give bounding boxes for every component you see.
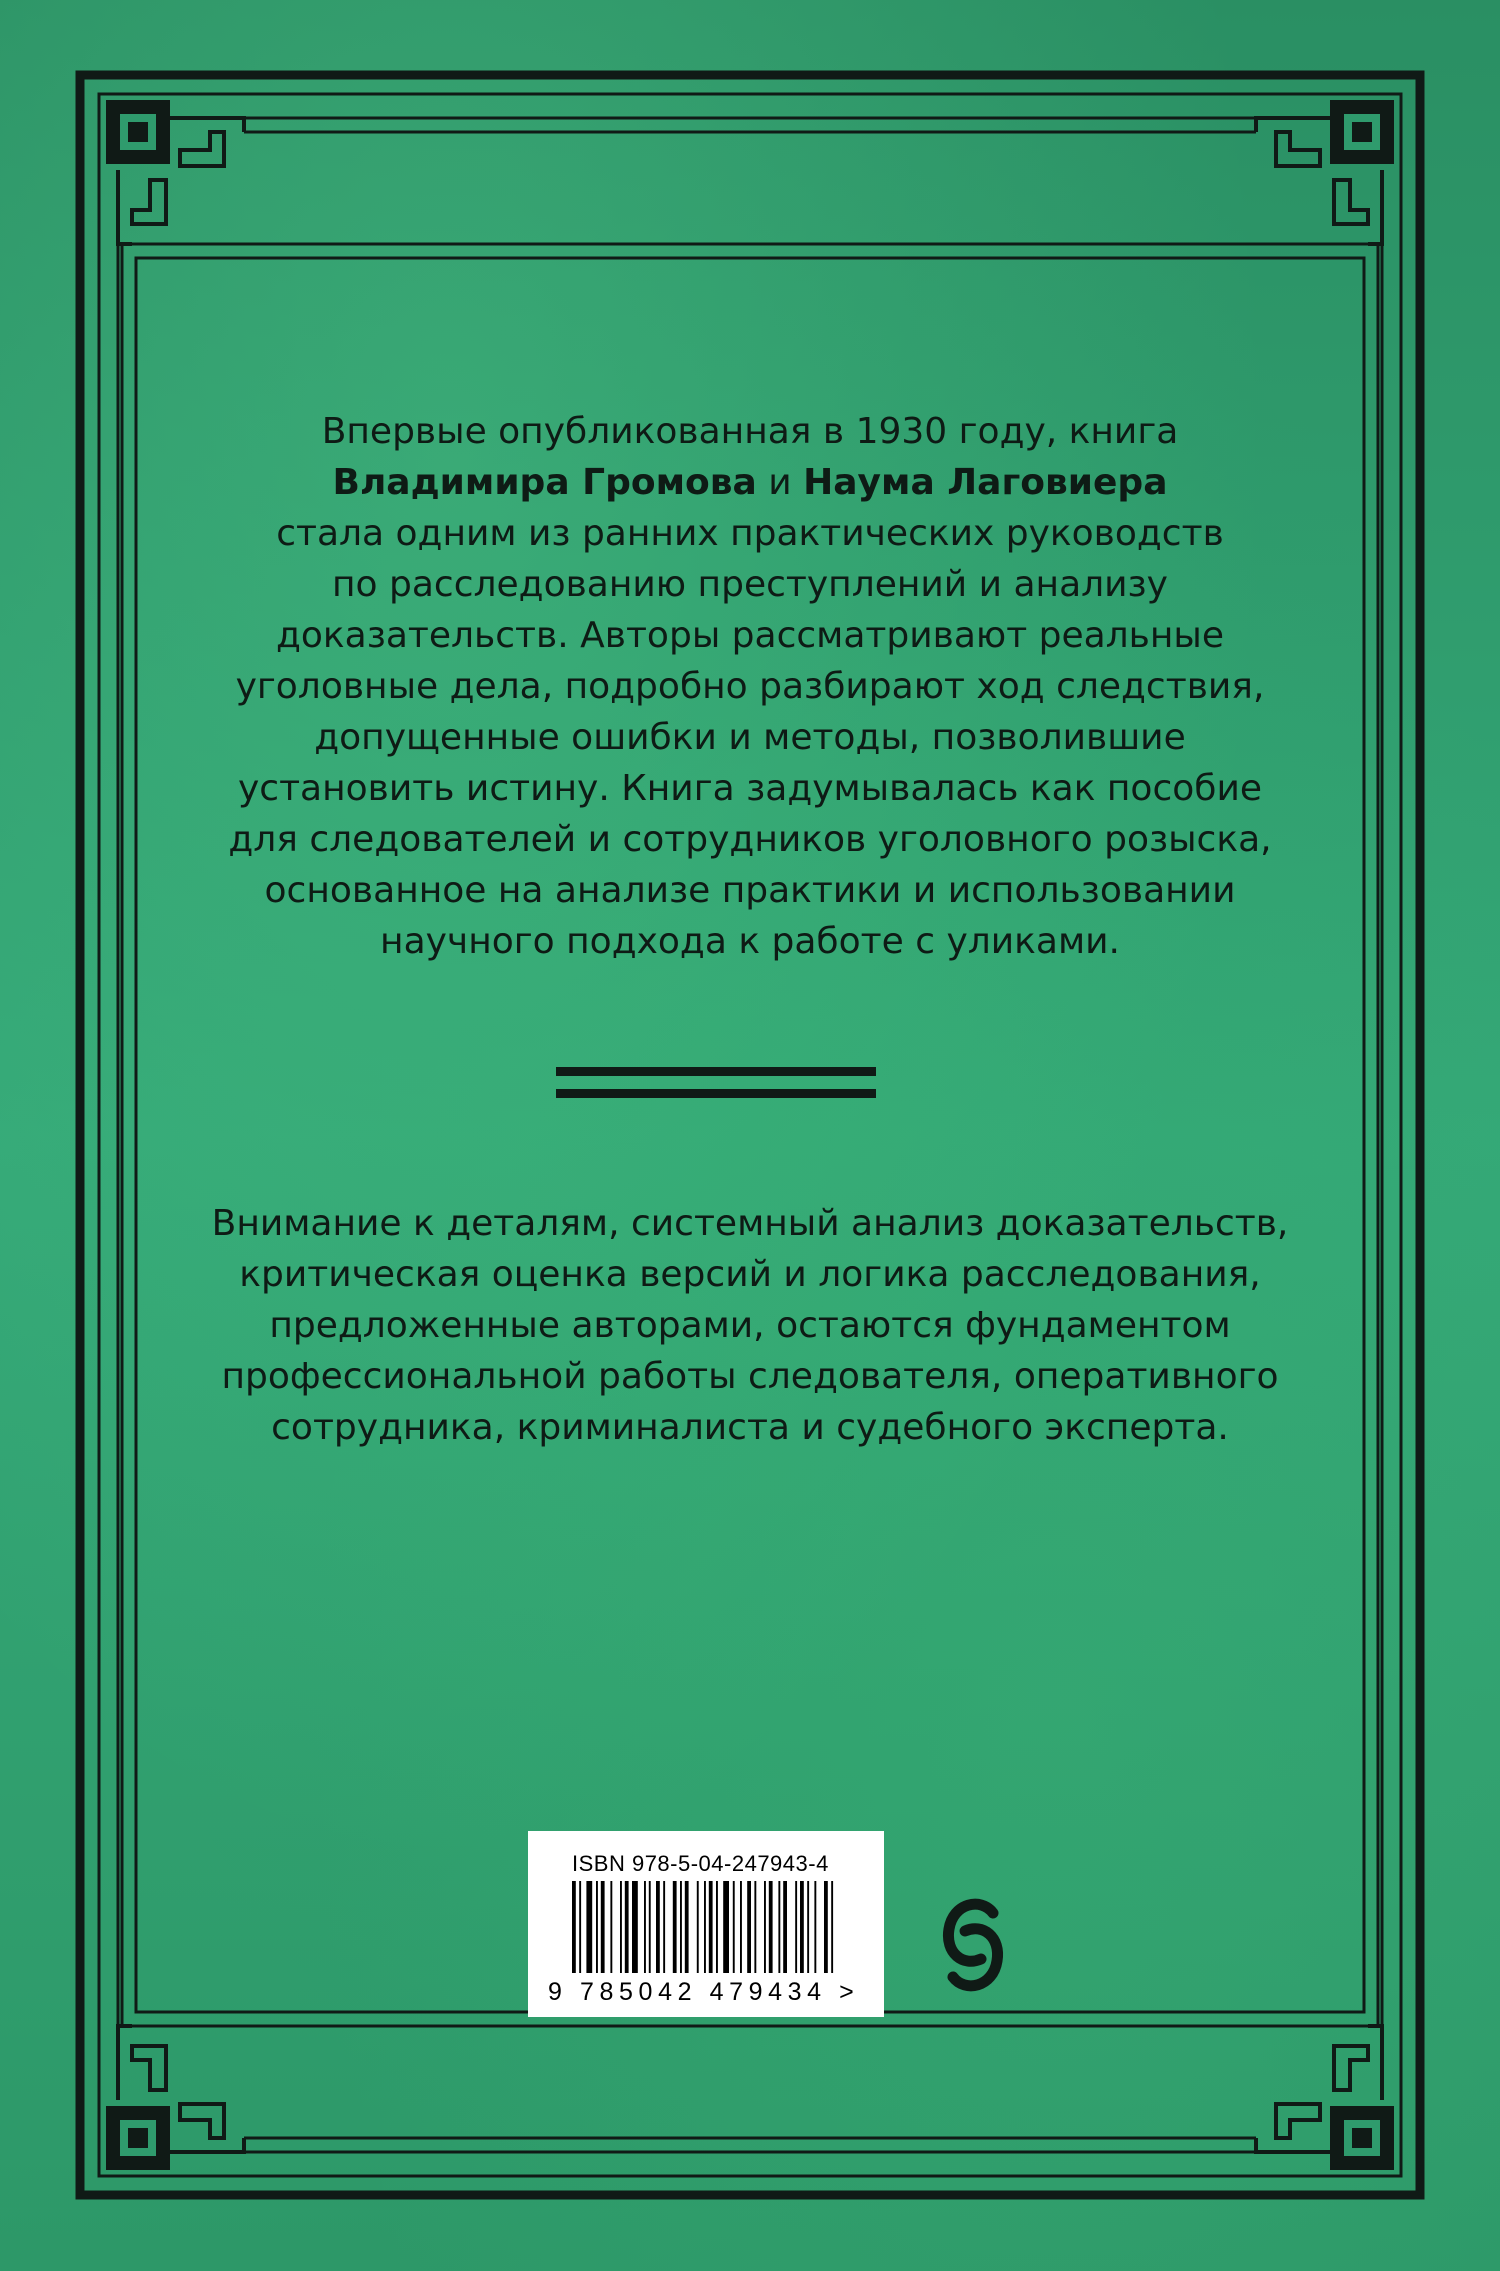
divider-line — [556, 1089, 876, 1098]
barcode-bar — [800, 1881, 804, 1973]
barcode-bar — [769, 1881, 773, 1973]
annotation-line: доказательств. Авторы рассматривают реальные — [275, 615, 1225, 656]
conjunction: и — [756, 462, 804, 503]
barcode-bar — [610, 1881, 612, 1973]
barcode-bar — [723, 1881, 729, 1973]
barcode-bar — [716, 1881, 718, 1973]
barcode-bar — [764, 1881, 766, 1973]
barcode-bar — [795, 1881, 797, 1973]
barcode-bar — [663, 1881, 665, 1973]
corner-ornament-bottom-right — [1256, 2026, 1394, 2170]
barcode-bar — [579, 1881, 581, 1973]
barcode-bar — [740, 1881, 742, 1973]
annotation-line: уголовные дела, подробно разбирают ход следствия, — [235, 666, 1265, 707]
barcode-digits: 9 785042 479434 > — [548, 1978, 860, 2006]
annotation-line: для следователей и сотрудников уголовного розыска, — [228, 819, 1272, 860]
barcode-bar — [596, 1881, 598, 1973]
annotation-line: научного подхода к работе с уликами. — [380, 921, 1120, 962]
corner-ornament-top-right — [1256, 100, 1394, 244]
isbn-label: ISBN 978-5-04-247943-4 — [572, 1851, 829, 1876]
barcode — [572, 1881, 862, 1977]
corner-ornament-bottom-left — [106, 2026, 244, 2170]
barcode-bar — [697, 1881, 699, 1973]
barcode-bar — [572, 1881, 576, 1973]
barcode-bar — [783, 1881, 787, 1973]
annotation-line: Впервые опубликованная в 1930 году, книга — [321, 411, 1179, 452]
barcode-bar — [601, 1881, 605, 1973]
barcode-bar — [620, 1881, 622, 1973]
note-line: сотрудника, криминалиста и судебного эксперта. — [271, 1407, 1229, 1448]
note-line: предложенные авторами, остаются фундаментом — [269, 1305, 1231, 1346]
annotation-paragraph — [150, 406, 1350, 967]
barcode-bar — [807, 1881, 809, 1973]
section-divider — [556, 1067, 876, 1103]
barcode-bar — [747, 1881, 751, 1973]
barcode-bar — [586, 1881, 592, 1973]
barcode-bar — [680, 1881, 682, 1973]
barcode-bar — [649, 1881, 651, 1973]
barcode-bar — [778, 1881, 780, 1973]
barcode-bar — [644, 1881, 646, 1973]
isbn-barcode-box — [528, 1831, 884, 2017]
barcode-bar — [704, 1881, 706, 1973]
annotation-line: установить истину. Книга задумывалась как пособие — [237, 768, 1263, 809]
barcode-bar — [673, 1881, 677, 1973]
barcode-bar — [709, 1881, 713, 1973]
barcode-bar — [656, 1881, 660, 1973]
annotation-line: стала одним из ранних практических руководств — [276, 513, 1224, 554]
barcode-bar — [824, 1881, 828, 1973]
author-name: Владимира Громова — [332, 462, 757, 503]
author-name: Наума Лаговиера — [803, 462, 1168, 503]
note-line: Внимание к деталям, системный анализ доказательств, — [211, 1203, 1289, 1244]
note-paragraph — [150, 1198, 1350, 1453]
note-line: профессиональной работы следователя, оперативного — [221, 1356, 1279, 1397]
barcode-bar — [632, 1881, 638, 1973]
annotation-line: допущенные ошибки и методы, позволившие — [314, 717, 1186, 758]
annotation-line: основанное на анализе практики и использовании — [264, 870, 1236, 911]
barcode-bar — [685, 1881, 689, 1973]
divider-line — [556, 1067, 876, 1076]
annotation-authors-line — [150, 457, 1350, 508]
eksmo-e-icon — [941, 1895, 1005, 1995]
barcode-bar — [831, 1881, 833, 1973]
barcode-bar — [754, 1881, 756, 1973]
corner-ornament-top-left — [106, 100, 244, 244]
barcode-bar — [625, 1881, 629, 1973]
annotation-line: по расследованию преступлений и анализу — [332, 564, 1168, 605]
note-line: критическая оценка версий и логика расследования, — [239, 1254, 1261, 1295]
barcode-bar — [733, 1881, 735, 1973]
barcode-bar — [814, 1881, 816, 1973]
